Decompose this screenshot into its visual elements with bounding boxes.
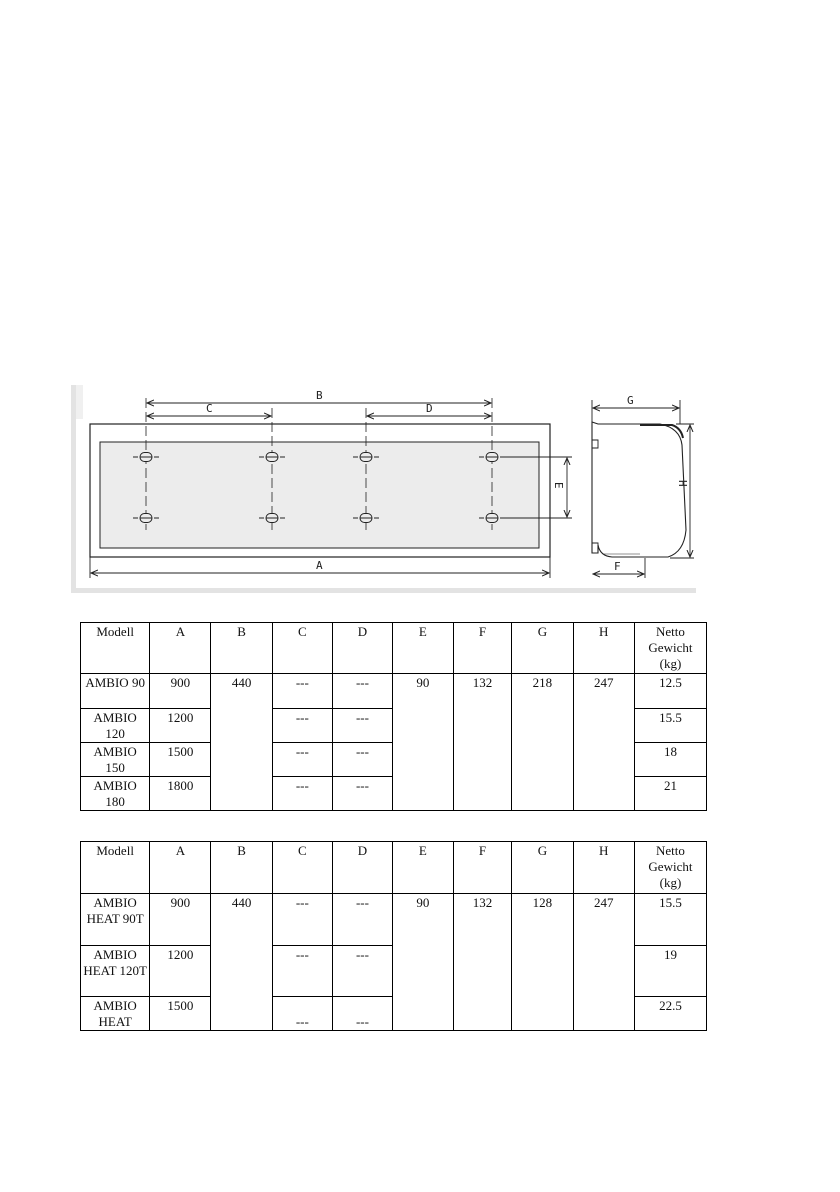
cell-modell: AMBIO HEAT: [81, 997, 150, 1031]
header-weight: Netto Gewicht (kg): [634, 623, 706, 674]
header-g: G: [512, 623, 573, 674]
label-f: F: [614, 560, 621, 573]
cell-h: 247: [573, 674, 634, 811]
header-a: A: [150, 842, 211, 894]
header-b: B: [211, 623, 272, 674]
table-row: [81, 674, 707, 709]
cell-weight: 18: [634, 743, 706, 777]
cell-a: 1500: [150, 997, 211, 1031]
cell-weight: 19: [634, 946, 706, 997]
header-f: F: [453, 842, 512, 894]
table-row: [81, 894, 707, 946]
front-view: [90, 398, 572, 578]
header-d: D: [332, 623, 392, 674]
header-f: F: [453, 623, 512, 674]
cell-e: 90: [393, 674, 454, 811]
label-b: B: [316, 389, 323, 402]
cell-c: ---: [272, 674, 332, 709]
cell-d: ---: [332, 946, 392, 997]
cell-a: 900: [150, 894, 211, 946]
header-e: E: [393, 842, 454, 894]
cell-modell: AMBIO 150: [81, 743, 150, 777]
cell-weight: 21: [634, 777, 706, 811]
header-modell: Modell: [81, 623, 150, 674]
cell-modell: AMBIO 90: [81, 674, 150, 709]
header-a: A: [150, 623, 211, 674]
cell-f: 132: [453, 894, 512, 1031]
cell-modell: AMBIO HEAT 90T: [81, 894, 150, 946]
side-view: [592, 400, 694, 578]
cell-modell: AMBIO 120: [81, 709, 150, 743]
label-a: A: [316, 559, 323, 572]
cell-e: 90: [393, 894, 454, 1031]
label-g: G: [627, 394, 634, 407]
cell-d: ---: [332, 894, 392, 946]
cell-d: ---: [332, 997, 392, 1031]
table-header-row: [81, 623, 707, 674]
dimension-table-ambio: [80, 622, 707, 811]
cell-c: ---: [272, 894, 332, 946]
cell-b: 440: [211, 894, 272, 1031]
header-weight: Netto Gewicht (kg): [634, 842, 706, 894]
cell-d: ---: [332, 777, 392, 811]
header-h: H: [573, 842, 634, 894]
label-h: H: [676, 480, 689, 487]
cell-c: ---: [272, 777, 332, 811]
cell-a: 900: [150, 674, 211, 709]
cell-a: 1800: [150, 777, 211, 811]
cell-a: 1200: [150, 709, 211, 743]
cell-c: ---: [272, 743, 332, 777]
cell-d: ---: [332, 709, 392, 743]
label-e: E: [552, 482, 565, 489]
cell-modell: AMBIO 180: [81, 777, 150, 811]
header-c: C: [272, 842, 332, 894]
cell-g: 218: [512, 674, 573, 811]
cell-g: 128: [512, 894, 573, 1031]
cell-b: 440: [211, 674, 272, 811]
cell-d: ---: [332, 674, 392, 709]
header-c: C: [272, 623, 332, 674]
cell-modell: AMBIO HEAT 120T: [81, 946, 150, 997]
header-e: E: [393, 623, 454, 674]
cell-weight: 12.5: [634, 674, 706, 709]
cell-c: ---: [272, 709, 332, 743]
cell-f: 132: [453, 674, 512, 811]
label-c: C: [206, 402, 213, 415]
cell-weight: 15.5: [634, 894, 706, 946]
cell-h: 247: [573, 894, 634, 1031]
cell-weight: 15.5: [634, 709, 706, 743]
cell-weight: 22.5: [634, 997, 706, 1031]
table-header-row: [81, 842, 707, 894]
header-modell: Modell: [81, 842, 150, 894]
cell-c: ---: [272, 997, 332, 1031]
header-b: B: [211, 842, 272, 894]
label-d: D: [426, 402, 433, 415]
header-d: D: [332, 842, 392, 894]
cell-d: ---: [332, 743, 392, 777]
cell-a: 1200: [150, 946, 211, 997]
header-g: G: [512, 842, 573, 894]
header-h: H: [573, 623, 634, 674]
dimension-table-ambio-heat: [80, 841, 707, 1031]
cell-a: 1500: [150, 743, 211, 777]
cell-c: ---: [272, 946, 332, 997]
